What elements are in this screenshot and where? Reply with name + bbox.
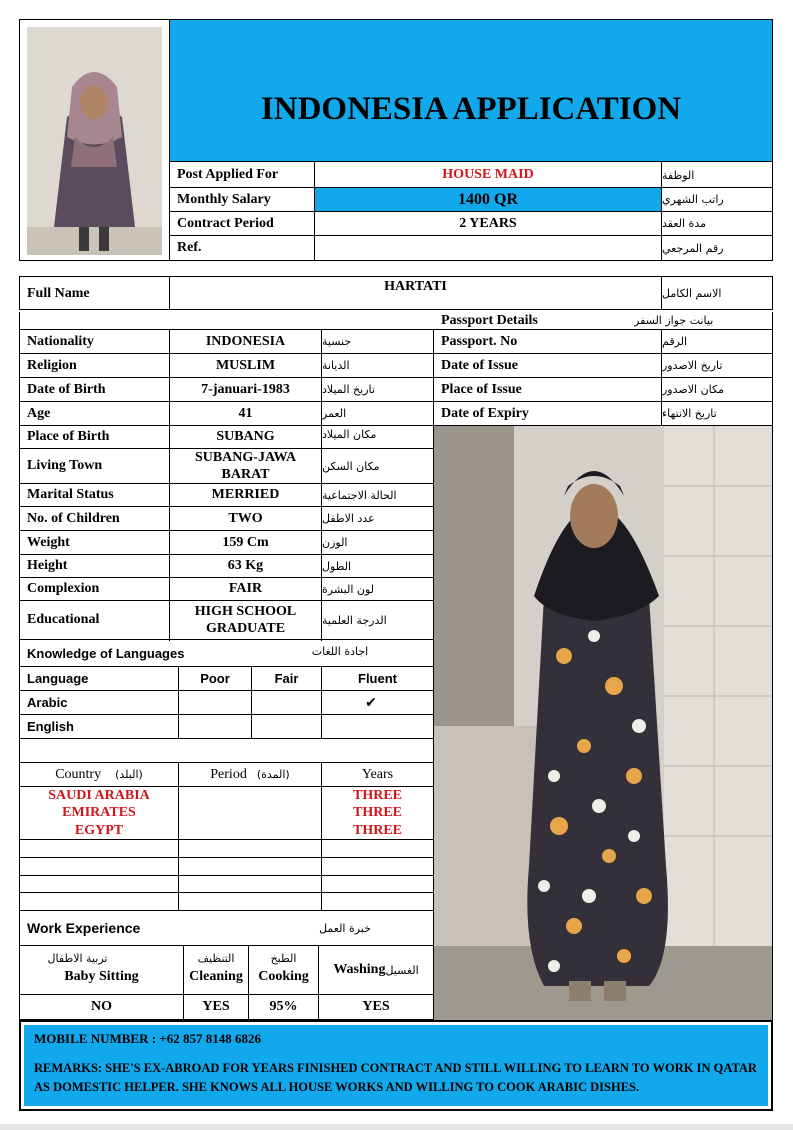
exp-years-3: THREE — [352, 822, 402, 838]
exp-country-2: EMIRATES — [62, 805, 136, 820]
post-value: HOUSE MAID — [442, 167, 534, 182]
exp-country-3: EGYPT — [74, 822, 124, 838]
lang-arabic-poor — [179, 691, 251, 714]
lang-english-poor — [179, 715, 251, 738]
contract-label: Contract Period — [177, 215, 274, 231]
birthplace-ar: مكان الميلاد — [322, 427, 377, 441]
expiry-label: Date of Expiry — [441, 405, 529, 421]
skill-baby-sitting-value: NO — [91, 999, 112, 1014]
lang-english: English — [27, 719, 74, 734]
skill-cleaning — [184, 946, 248, 994]
full-name-ar: الاسم الكامل — [662, 287, 722, 300]
full-name-label: Full Name — [27, 285, 90, 301]
age-ar: العمر — [322, 407, 347, 420]
exp-col-period — [179, 763, 321, 786]
skill-washing-ar: الغسيل — [385, 963, 419, 977]
height-value: 63 Kg — [227, 558, 264, 573]
children-ar: عدد الاطفل — [322, 512, 375, 525]
nationality-value: INDONESIA — [205, 333, 286, 349]
complexion-ar: لون البشرة — [322, 582, 374, 596]
exp-years-1: THREE — [352, 787, 402, 803]
post-label: Post Applied For — [177, 167, 279, 182]
salary-ar: راتب الشهري — [662, 193, 724, 206]
complexion-value: FAIR — [228, 581, 263, 596]
lang-english-fluent — [322, 715, 433, 738]
dob-label: Date of Birth — [27, 381, 106, 397]
expiry-ar: تاريخ الانتهاء — [662, 407, 717, 420]
complexion-label: Complexion — [27, 581, 100, 596]
portrait-photo — [27, 27, 162, 255]
full-body-photo — [434, 426, 772, 1020]
lang-arabic-fair — [252, 691, 321, 714]
lang-col-poor: Poor — [200, 671, 230, 686]
exp-col-period-ar: (المدة) — [256, 768, 290, 781]
skill-cooking — [249, 946, 318, 994]
birthplace-value: SUBANG — [216, 429, 275, 444]
birthplace-label: Place of Birth — [27, 429, 110, 444]
skill-washing-label: Washing — [333, 962, 386, 977]
age-label: Age — [27, 405, 51, 421]
skill-cooking-value: 95% — [269, 999, 298, 1014]
lang-col-fluent: Fluent — [358, 671, 397, 686]
children-label: No. of Children — [27, 510, 120, 526]
weight-value: 159 Cm — [222, 534, 269, 550]
work-exp-header — [20, 911, 220, 945]
dob-value: 7-januari-1983 — [201, 381, 290, 397]
contract-ar: مدة العقد — [662, 217, 706, 230]
children-value: TWO — [228, 510, 263, 526]
exp-col-country-ar: (البلد) — [115, 768, 143, 781]
weight-label: Weight — [27, 534, 70, 550]
page-title: INDONESIA APPLICATION — [260, 91, 682, 127]
issue-place-label: Place of Issue — [441, 381, 522, 397]
education-label: Educational — [27, 612, 100, 627]
height-label: Height — [27, 558, 68, 573]
exp-col-country — [20, 763, 178, 786]
living-town-value: SUBANG-JAWA BARAT — [194, 450, 297, 482]
contract-value: 2 YEARS — [459, 215, 517, 231]
skill-baby-sitting — [20, 946, 183, 994]
marital-ar: الحالة الاجتماعية — [322, 488, 397, 502]
education-ar: الدرجة العلمية — [322, 613, 387, 627]
exp-period-2 — [179, 804, 321, 822]
languages-header-ar: اجادة اللغات — [311, 644, 369, 658]
nationality-ar: جنسية — [322, 335, 352, 348]
post-ar: الوظفة — [662, 168, 695, 182]
religion-label: Religion — [27, 357, 77, 373]
exp-period-3 — [179, 822, 321, 839]
check-icon: ✔ — [365, 694, 377, 711]
lang-english-fair — [252, 715, 321, 738]
nationality-label: Nationality — [27, 333, 94, 349]
dob-ar: تاريخ الميلاد — [322, 383, 375, 396]
work-exp-header-ar: خبرة العمل — [319, 921, 371, 935]
skill-cleaning-value: YES — [202, 999, 230, 1014]
skill-cleaning-label: Cleaning — [189, 969, 243, 984]
issue-place-ar: مكان الاصدور — [662, 383, 724, 396]
weight-ar: الوزن — [322, 536, 348, 549]
full-name-value: HARTATI — [384, 279, 447, 294]
lang-col-fair: Fair — [274, 671, 299, 686]
passport-header-ar: بيانت جواز السفر — [634, 314, 714, 327]
marital-label: Marital Status — [27, 487, 114, 502]
living-town-label: Living Town — [27, 458, 103, 473]
passport-number-label: Passport. No — [441, 333, 518, 349]
education-value: HIGH SCHOOL GRADUATE — [194, 604, 297, 636]
work-exp-header-label: Work Experience — [27, 920, 141, 936]
remarks: REMARKS: SHE'S EX-ABROAD FOR YEARS FINISHED CONTRACT AND STILL WILLING TO LEARN TO WORK IN QATAR AS DOMESTIC HELPER. SHE KNOWS ALL HOUSE WORKS AND WILLING TO COOK ARABIC DISHES. — [34, 1061, 757, 1094]
skill-washing-value: YES — [362, 999, 390, 1014]
skill-cleaning-ar: التنظيف — [197, 952, 235, 965]
ref-value — [315, 236, 661, 260]
exp-col-period-label: Period — [210, 766, 247, 782]
issue-date-label: Date of Issue — [441, 357, 518, 373]
age-value: 41 — [238, 405, 253, 421]
skill-cooking-ar: الطبخ — [270, 952, 297, 965]
exp-col-country-label: Country — [55, 766, 102, 782]
skill-washing — [319, 946, 433, 994]
footer-inner — [24, 1025, 768, 1106]
passport-header: Passport Details — [441, 312, 538, 328]
bottom-divider — [0, 1124, 793, 1130]
languages-header: Knowledge of Languages — [27, 645, 185, 661]
living-town-ar: مكان السكن — [322, 459, 380, 473]
exp-years-2: THREE — [352, 805, 402, 820]
exp-col-years: Years — [361, 766, 394, 782]
title-banner — [169, 20, 772, 162]
skill-baby-sitting-label: Baby Sitting — [64, 969, 139, 984]
religion-ar: الديانة — [322, 359, 350, 372]
religion-value: MUSLIM — [215, 357, 276, 373]
salary-label: Monthly Salary — [177, 191, 271, 207]
issue-date-ar: تاريخ الاصدور — [662, 359, 723, 372]
ref-label: Ref. — [177, 240, 202, 255]
height-ar: الطول — [322, 559, 352, 573]
salary-value: 1400 QR — [458, 190, 518, 208]
passport-number-ar: الرقم — [662, 335, 688, 348]
mobile-number: MOBILE NUMBER : +62 857 8148 6826 — [34, 1031, 261, 1046]
lang-col-language: Language — [27, 671, 89, 686]
skill-baby-sitting-ar: تربية الاطفال — [47, 952, 108, 965]
footer-box — [19, 1020, 773, 1111]
exp-country-1: SAUDI ARABIA — [48, 787, 150, 803]
skill-cooking-label: Cooking — [258, 969, 309, 984]
lang-arabic: Arabic — [27, 695, 68, 710]
ref-ar: رقم المرجعي — [662, 241, 724, 255]
exp-period-1 — [179, 787, 321, 804]
marital-value: MERRIED — [211, 487, 280, 502]
